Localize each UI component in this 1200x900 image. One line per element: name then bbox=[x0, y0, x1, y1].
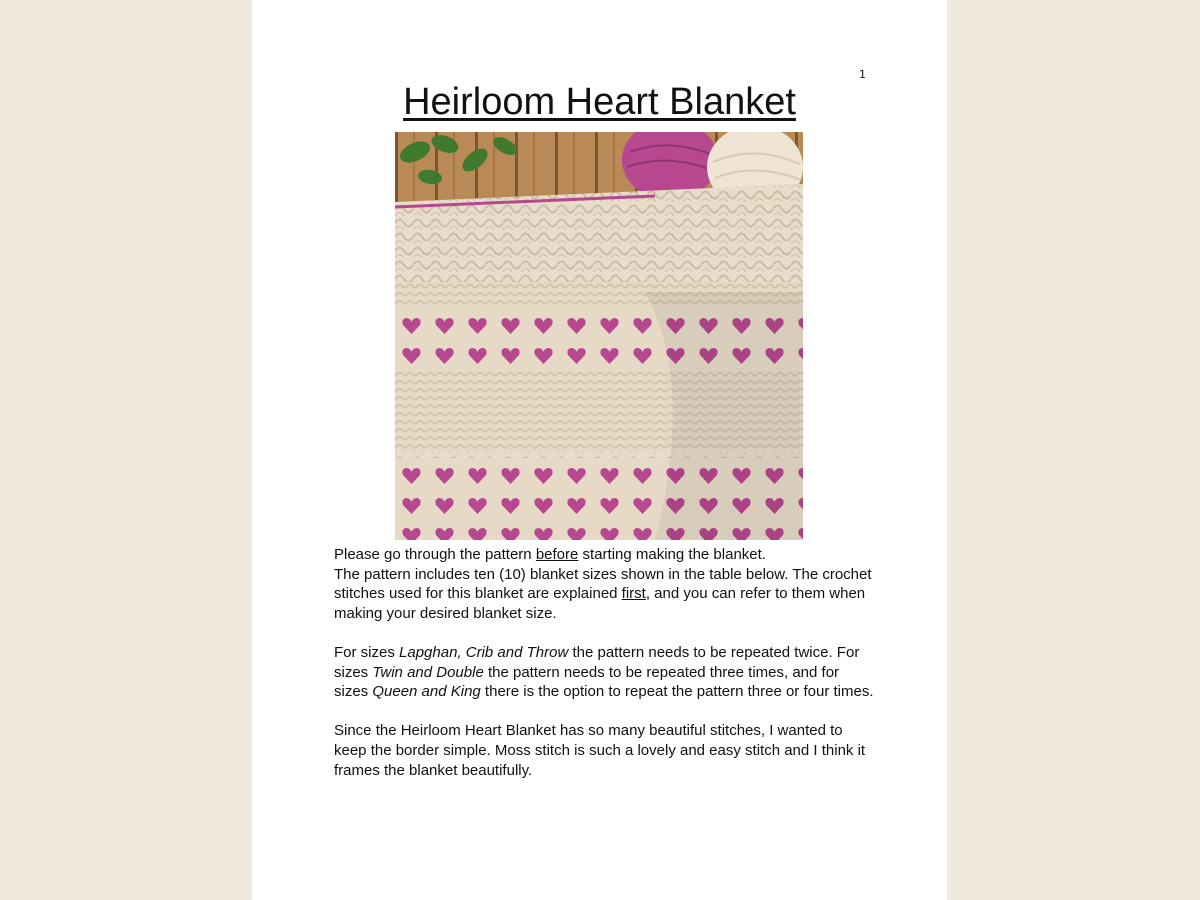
paragraph-gap bbox=[334, 623, 874, 643]
italic-queen: Queen and King bbox=[372, 683, 481, 701]
sizes-text-b: , and you can refer to them when making your desired blanket size. bbox=[334, 585, 866, 622]
repeats-text-c: the pattern needs to be repeated three times, and for sizes bbox=[334, 663, 840, 701]
paragraph-gap bbox=[334, 702, 874, 722]
repeats-text-d: there is the option to repeat the pattern three or four times. bbox=[480, 683, 874, 701]
paragraph-border: Since the Heirloom Heart Blanket has so many beautiful stitches, I wanted to keep the border simple. Moss stitch is such a lovely and easy stitch and I think it frames the blanket beautifully. bbox=[334, 722, 866, 779]
paragraph-sizes bbox=[334, 565, 874, 624]
page-number: 1 bbox=[859, 68, 866, 81]
repeats-text-a: For sizes bbox=[334, 643, 400, 661]
paragraph-intro bbox=[334, 545, 874, 565]
italic-lapghan: Lapghan, Crib and Throw bbox=[399, 643, 569, 661]
body-text bbox=[334, 545, 874, 780]
document-title: Heirloom Heart Blanket bbox=[403, 81, 796, 123]
crochet-blanket-photo bbox=[395, 132, 803, 540]
repeats-text-b: the pattern needs to be repeated twice. For sizes bbox=[334, 643, 860, 681]
intro-text-end: starting making the blanket. bbox=[578, 546, 766, 563]
underlined-first: first bbox=[621, 585, 646, 603]
document-page bbox=[252, 0, 947, 900]
sizes-text-a: The pattern includes ten (10) blanket sizes shown in the table below. The crochet stitches used for this blanket are explained bbox=[334, 565, 872, 603]
blanket-image-art bbox=[395, 132, 803, 540]
intro-text: Please go through the pattern bbox=[334, 546, 536, 563]
underlined-before: before bbox=[535, 546, 579, 563]
italic-twin: Twin and Double bbox=[372, 663, 484, 681]
paragraph-repeats bbox=[334, 643, 874, 702]
